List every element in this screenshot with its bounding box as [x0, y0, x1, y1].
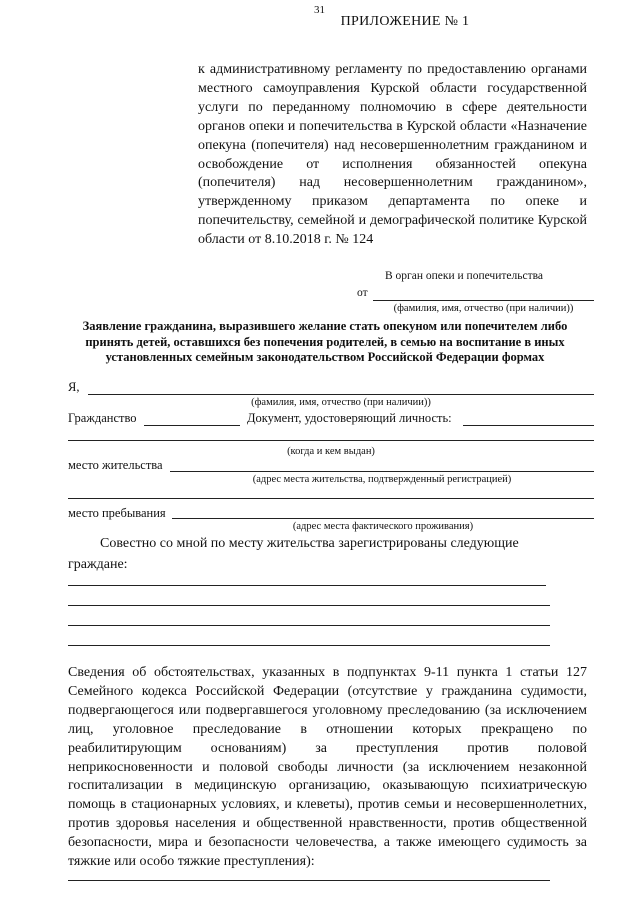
co-resident-line-1[interactable] — [68, 585, 546, 586]
co-residents-text: Совестно со мной по месту жительства зарегистрированы следующие — [100, 536, 519, 551]
regulation-reference: к административному регламенту по предоставлению органами местного самоуправления Курской области государственной услуги по переданному полномочию в сфере деятельности органов опеки и попечительства в Курской области «Назначение опекуна (попечителя) над несовершеннолетним гражданином и освобождение от исполнения обязанностей опекуна (попечителя) над несовершеннолетним гражданином», утвержденному приказом департамента по опеке и попечительству, семейной и демографической политике Курской области от 8.10.2018 г. № 124 — [198, 62, 587, 248]
document-label: Документ, удостоверяющий личность: — [247, 411, 452, 425]
document-line[interactable] — [463, 425, 594, 426]
citizenship-label: Гражданство — [68, 411, 137, 425]
stay-line[interactable] — [172, 518, 594, 519]
criminal-record-info: Сведения об обстоятельствах, указанных в подпунктах 9-11 пункта 1 статьи 127 Семейного кодекса Российской Федерации (отсутствие у гражданина судимости, подвергающегося или подвергавшегося уголовному преследованию (за исключением лиц, уголовное преследование в отношении которых прекращено по реабилитирующим основаниям) за преступления против половой неприкосновенности и половой свободы личности (за исключением незаконной госпитализации в медицинскую организацию, оказывающую психиатрическую помощь в стационарных условиях, и клеветы), против семьи и несовершеннолетних, против здоровья населения и общественной нравственности, против общественной безопасности, мира и безопасности человечества, а также имеющего судимость за тяжкие или особо тяжкие преступления): — [68, 665, 587, 870]
from-label: от — [357, 287, 368, 299]
page-number: 31 — [314, 4, 325, 16]
from-name-line[interactable] — [373, 300, 594, 301]
co-resident-line-3[interactable] — [68, 625, 550, 626]
i-label: Я, — [68, 380, 80, 394]
stay-caption: (адрес места фактического проживания) — [292, 521, 474, 532]
residence-caption: (адрес места жительства, подтвержденный регистрацией) — [252, 474, 512, 485]
criminal-record-line[interactable] — [68, 880, 550, 881]
from-name-caption: (фамилия, имя, отчество (при наличии)) — [393, 303, 574, 314]
applicant-name-caption: (фамилия, имя, отчество (при наличии)) — [251, 397, 431, 408]
addressee-to: В орган опеки и попечительства — [385, 270, 543, 282]
residence-line-2[interactable] — [68, 498, 594, 499]
co-resident-line-4[interactable] — [68, 645, 550, 646]
residence-line[interactable] — [170, 471, 594, 472]
applicant-name-line[interactable] — [88, 394, 594, 395]
co-residents-text-2: граждане: — [68, 557, 128, 572]
document-issued-caption: (когда и кем выдан) — [287, 446, 375, 457]
form-title: Заявление гражданина, выразившего желание стать опекуном или попечителем либо принять детей, оставшихся без попечения родителей, в семью на воспитание в иных установленных семейным законодательством Российской Федерации формах — [82, 319, 568, 364]
stay-label: место пребывания — [68, 506, 166, 520]
residence-label: место жительства — [68, 458, 163, 472]
citizenship-line[interactable] — [144, 425, 240, 426]
co-resident-line-2[interactable] — [68, 605, 550, 606]
appendix-title: ПРИЛОЖЕНИЕ № 1 — [340, 14, 470, 29]
document-issued-line[interactable] — [68, 440, 594, 441]
